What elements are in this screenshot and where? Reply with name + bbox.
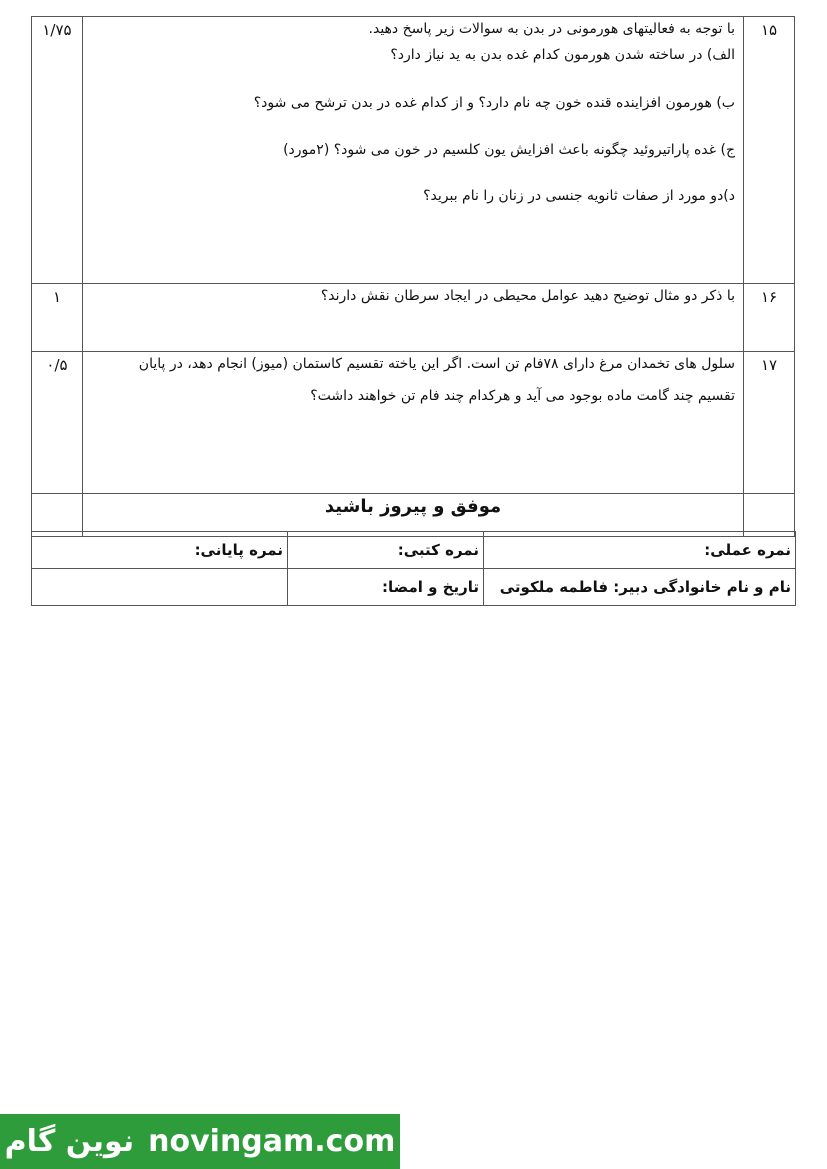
final-score-label: نمره پایانی: bbox=[32, 532, 288, 569]
teacher-name-label: نام و نام خانوادگی دبیر: فاطمه ملکوتی bbox=[484, 569, 796, 606]
empty-cell bbox=[32, 569, 288, 606]
closing-message: موفق و پیروز باشید bbox=[83, 494, 744, 537]
question-body bbox=[83, 284, 744, 352]
grades-table bbox=[31, 531, 796, 606]
question-score: ۱ bbox=[32, 284, 83, 352]
question-score: ۱/۷۵ bbox=[32, 17, 83, 284]
banner-latin-text: novingam.com bbox=[148, 1124, 396, 1159]
question-body bbox=[83, 17, 744, 284]
question-line: الف) در ساخته شدن هورمون کدام غده بدن به ید نیاز دارد؟ bbox=[390, 47, 735, 63]
question-number: ۱۵ bbox=[744, 17, 795, 284]
signature-row bbox=[32, 569, 796, 606]
question-line: د)دو مورد از صفات ثانویه جنسی در زنان را نام ببرید؟ bbox=[423, 188, 735, 204]
grades-row bbox=[32, 532, 796, 569]
question-line: سلول های تخمدان مرغ دارای ۷۸فام تن است. اگر این یاخته تقسیم کاستمان (میوز) انجام دهد، در پایان bbox=[138, 356, 735, 372]
written-score-label: نمره کتبی: bbox=[288, 532, 484, 569]
question-line: ج) غده پاراتیروئید چگونه باعث افزایش یون کلسیم در خون می شود؟ (۲مورد) bbox=[283, 142, 735, 158]
question-number: ۱۷ bbox=[744, 352, 795, 494]
question-score: ۰/۵ bbox=[32, 352, 83, 494]
banner-persian-text: نوین گام bbox=[4, 1124, 135, 1159]
question-line: با ذکر دو مثال توضیح دهید عوامل محیطی در ایجاد سرطان نقش دارند؟ bbox=[320, 288, 735, 304]
question-row-17 bbox=[32, 352, 795, 494]
question-number: ۱۶ bbox=[744, 284, 795, 352]
question-line: با توجه به فعالیتهای هورمونی در بدن به سوالات زیر پاسخ دهید. bbox=[368, 21, 735, 37]
practical-score-label: نمره عملی: bbox=[484, 532, 796, 569]
question-line: تقسیم چند گامت ماده بوجود می آید و هرکدام چند فام تن خواهند داشت؟ bbox=[310, 388, 735, 404]
question-row-16 bbox=[32, 284, 795, 352]
question-line: ب) هورمون افزاینده قنده خون چه نام دارد؟ و از کدام غده در بدن ترشح می شود؟ bbox=[253, 95, 735, 111]
novingam-banner[interactable] bbox=[0, 1114, 400, 1169]
question-row-15 bbox=[32, 17, 795, 284]
question-body bbox=[83, 352, 744, 494]
date-signature-label: تاریخ و امضا: bbox=[288, 569, 484, 606]
questions-table bbox=[31, 16, 795, 537]
